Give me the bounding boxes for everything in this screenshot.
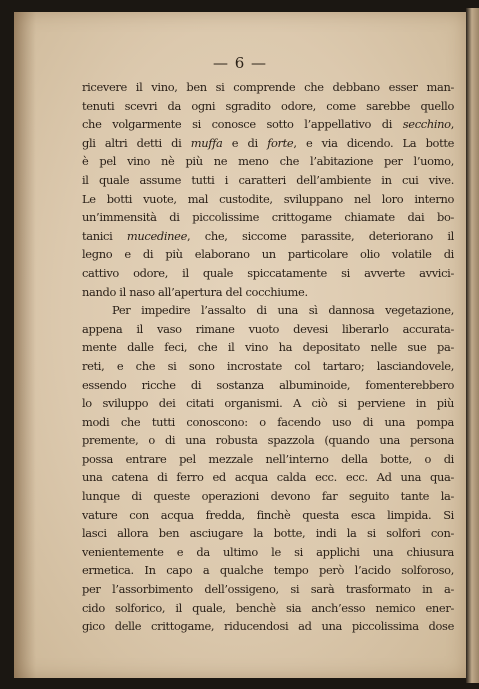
text-run: tenuti scevri da ogni sgradito odore, come sarebbe quello <box>82 98 454 113</box>
text-run: Le botti vuote, mal custodite, sviluppano nel loro interno <box>82 191 454 206</box>
text-line <box>82 394 454 413</box>
gutter-shadow <box>14 12 36 678</box>
italic-term: muffa <box>190 135 223 150</box>
text-line <box>82 431 454 450</box>
text-run: Per impedire l’assalto di una sì dannosa vegetazione, <box>112 303 454 318</box>
text-run: gli altri detti di <box>82 135 191 150</box>
text-line <box>82 468 454 487</box>
text-run: vature con acqua fredda, finchè questa esca limpida. Si <box>82 507 454 522</box>
text-line <box>82 320 454 339</box>
text-run: gico delle crittogame, riducendosi ad una piccolissima dose <box>82 619 454 634</box>
text-line <box>82 599 454 618</box>
text-run: il quale assume tutti i caratteri dell’ambiente in cui vive. <box>82 172 454 187</box>
italic-term: forte <box>267 135 294 150</box>
text-line <box>82 190 454 209</box>
text-line <box>82 376 454 395</box>
text-run: , e via dicendo. La botte <box>293 135 454 150</box>
text-line <box>82 524 454 543</box>
text-line <box>82 357 454 376</box>
text-run: reti, e che si sono incrostate col tartaro; lasciandovele, <box>82 358 454 373</box>
text-run: tanici <box>82 228 127 243</box>
text-line <box>82 450 454 469</box>
text-line <box>82 506 454 525</box>
text-line <box>82 580 454 599</box>
italic-term: secchino <box>402 117 451 132</box>
text-run: premente, o di una robusta spazzola (quando una persona <box>82 433 454 448</box>
text-run: , <box>450 117 454 132</box>
text-run: venientemente e da ultimo le si applichi una chiusura <box>82 544 454 559</box>
text-run: cido solforico, il quale, benchè sia anch’esso nemico ener- <box>82 600 454 615</box>
text-run: per l’assorbimento dell’ossigeno, si sarà trasformato in a- <box>82 582 454 597</box>
text-run: , che, siccome parassite, deteriorano il <box>187 228 454 243</box>
text-line <box>82 561 454 580</box>
body-text <box>82 78 454 636</box>
text-run: lasci allora ben asciugare la botte, indi la si solfori con- <box>82 526 454 541</box>
text-run: modi che tutti conoscono: o facendo uso di una pompa <box>82 414 454 429</box>
text-run: è pel vino nè più ne meno che l’abitazione per l’uomo, <box>82 154 454 169</box>
next-page-edge <box>466 8 479 683</box>
text-line <box>82 413 454 432</box>
text-line <box>82 301 454 320</box>
book-page <box>14 12 466 678</box>
text-line <box>82 264 454 283</box>
text-line <box>82 115 454 134</box>
text-run: cattivo odore, il quale spiccatamente si avverte avvici- <box>82 265 454 280</box>
text-run: un’immensità di piccolissime crittogame chiamate dai bo- <box>82 210 454 225</box>
text-run: legno e di più elaborano un particolare olio volatile di <box>82 247 454 262</box>
text-line <box>82 134 454 153</box>
text-line <box>82 152 454 171</box>
text-run: nando il naso all’apertura del cocchiume. <box>82 284 308 299</box>
text-run: appena il vaso rimane vuoto devesi liberarlo accuratа- <box>82 321 454 336</box>
text-run: lo sviluppo dei citati organismi. A ciò si perviene in più <box>82 396 454 411</box>
text-line <box>82 208 454 227</box>
text-run: ricevere il vino, ben si comprende che debbano esser man- <box>82 80 454 94</box>
text-run: essendo ricche di sostanza albuminoide, fomenterebbero <box>82 377 454 392</box>
text-run: che volgarmente si conosce sotto l’appellativo di <box>82 117 403 132</box>
text-line <box>82 78 454 97</box>
text-run: lunque di queste operazioni devono far seguito tante la- <box>82 489 454 504</box>
text-line <box>82 227 454 246</box>
text-line <box>82 617 454 636</box>
text-run: e di <box>222 135 268 150</box>
text-line <box>82 487 454 506</box>
text-run: ermetica. In capo a qualche tempo però l’acido solforoso, <box>82 563 454 578</box>
text-run: possa entrare pel mezzale nell’interno della botte, o di <box>82 451 454 466</box>
text-line <box>82 338 454 357</box>
text-line <box>82 543 454 562</box>
text-run: una catena di ferro ed acqua calda ecc. ecc. Ad una qua- <box>82 470 454 485</box>
text-line <box>82 171 454 190</box>
text-line <box>82 245 454 264</box>
text-line <box>82 283 454 302</box>
text-run: mente dalle feci, che il vino ha depositato nelle sue pa- <box>82 340 454 355</box>
italic-term: mucedinee <box>126 228 188 243</box>
page-number: — 6 — <box>212 54 268 72</box>
text-line <box>82 97 454 116</box>
